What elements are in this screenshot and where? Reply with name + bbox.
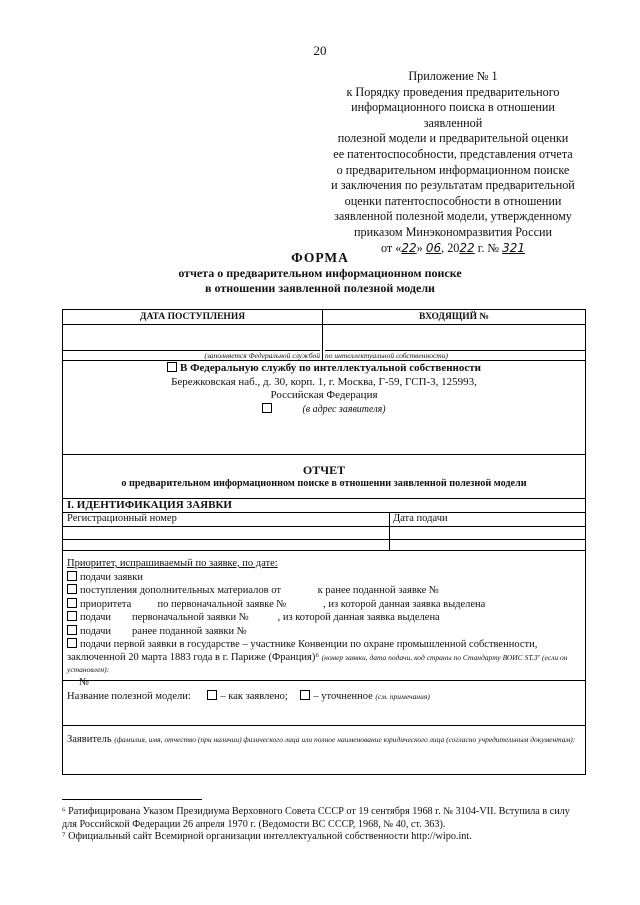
address-street: Бережковская наб., д. 30, корп. 1, г. Москва, Г-59, ГСП-3, 125993, <box>171 375 477 388</box>
applicant-label: Заявитель <box>67 734 112 745</box>
checkbox[interactable] <box>67 625 77 635</box>
appendix-title: Приложение № 1 <box>408 69 498 83</box>
report-form <box>62 309 586 775</box>
appendix-line: оценки патентоспособности в отношении <box>344 193 562 208</box>
date-comma: , <box>441 240 445 255</box>
date-year: 22 <box>459 240 475 255</box>
date-mid: » <box>416 240 423 255</box>
appendix-line: полезной модели и предварительной оценки <box>337 131 569 146</box>
checkbox[interactable] <box>67 571 77 581</box>
filing-date-label: Дата подачи <box>393 513 448 524</box>
appendix-line: о предварительном информационном поиске <box>336 162 570 177</box>
footnotes <box>62 806 584 844</box>
appendix-line: заявленной полезной модели, утвержденному <box>334 209 572 224</box>
applicant-block <box>67 734 581 746</box>
applicant-address-note: (в адрес заявителя) <box>302 403 386 415</box>
applicant-note: (фамилия, имя, отчество (при наличии) физического лица или полное наименование юридического лица (согласно учредительным документам): <box>114 735 576 744</box>
date-prefix: от « <box>380 240 402 255</box>
received-date-header: ДАТА ПОСТУПЛЕНИЯ <box>63 310 322 325</box>
appendix-line: приказом Минэкономразвития России <box>353 224 553 239</box>
priority-convention: подачи первой заявки в государстве – участнике Конвенции по охране промышленной собственности, заключенной 20 марта 1883 года в г. Париже (Франция)⁶ <box>67 639 538 663</box>
fill-note-1: (заполняется Федеральной службой <box>63 350 320 360</box>
model-name-label: Название полезной модели: <box>67 691 191 702</box>
address-to: В Федеральную службу по интеллектуальной собственности <box>179 362 481 374</box>
order-number: 321 <box>502 240 526 255</box>
checkbox[interactable] <box>300 690 310 700</box>
checkbox[interactable] <box>67 584 77 594</box>
form-subtitle-line: в отношении заявленной полезной модели <box>205 281 435 295</box>
date-year-prefix: 20 <box>447 240 460 255</box>
priority-option: приоритета по первоначальной заявке № , из которой данная заявка выделена <box>80 598 486 610</box>
checkbox[interactable] <box>67 638 77 648</box>
form-subtitle-line: отчета о предварительном информационном поиске <box>178 266 462 280</box>
checkbox[interactable] <box>167 362 177 372</box>
priority-title: Приоритет, испрашиваемый по заявке, по дате: <box>67 558 278 569</box>
checkbox[interactable] <box>207 690 217 700</box>
page-number: 20 <box>313 43 327 58</box>
footnote-divider <box>62 799 202 800</box>
incoming-number-header: ВХОДЯЩИЙ № <box>323 310 585 325</box>
date-suffix: г. № <box>477 240 500 255</box>
appendix-block <box>322 69 584 256</box>
address-block <box>63 362 585 416</box>
appendix-line: ее патентоспособности, представления отчета <box>333 146 573 161</box>
incoming-number-field[interactable] <box>323 325 585 347</box>
reg-number-label: Регистрационный номер <box>67 513 177 524</box>
model-name-refined: – уточненное <box>313 691 373 702</box>
report-subtitle: о предварительном информационном поиске в отношении заявленной полезной модели <box>121 478 527 489</box>
received-date-field[interactable] <box>63 325 322 347</box>
date-day: 22 <box>401 240 417 255</box>
priority-block <box>67 558 581 689</box>
fill-note-2: по интеллектуальной собственности) <box>325 350 585 360</box>
appendix-line: к Порядку проведения предварительного <box>346 84 560 99</box>
appendix-line: и заключения по результатам предварительной <box>331 178 575 193</box>
appendix-line: информационного поиска в отношении заявленной <box>351 100 555 130</box>
checkbox[interactable] <box>67 611 77 621</box>
date-month: 06 <box>425 240 442 255</box>
report-title: ОТЧЕТ <box>302 463 346 477</box>
footnote: ⁷ Официальный сайт Всемирной организации интеллектуальной собственности http://wipo.int. <box>62 831 472 842</box>
model-name-as-filed: – как заявлено; <box>220 691 288 702</box>
priority-option: поступления дополнительных материалов от к ранее поданной заявке № <box>80 585 439 596</box>
convention-number: № <box>79 676 90 688</box>
form-subtitle <box>120 266 520 296</box>
model-name-row <box>67 690 430 702</box>
footnote: ⁶ Ратифицирована Указом Президиума Верховного Совета СССР от 19 сентября 1968 г. № 3104-VII. Вступила в силу для Российской Федерации 26 апреля 1970 г. (Ведомости ВС СССР, 1968, № 40, ст. 363). <box>62 806 570 830</box>
reg-number-field[interactable] <box>63 539 585 540</box>
priority-option: подачи первоначальной заявки № , из которой данная заявка выделена <box>80 612 440 623</box>
priority-convention-note: (номер заявки, дата подачи, код страны по Стандарту ВОИС ST.3⁷ (если он установлен): <box>67 652 568 674</box>
checkbox[interactable] <box>262 403 272 413</box>
header-row <box>63 310 585 361</box>
address-country: Российская Федерация <box>270 389 378 401</box>
priority-option: подачи ранее поданной заявки № <box>80 625 247 637</box>
section-identification-title: I. ИДЕНТИФИКАЦИЯ ЗАЯВКИ <box>67 499 232 511</box>
model-name-refined-note: (см. примечания) <box>375 692 430 701</box>
priority-option: подачи заявки <box>80 571 143 583</box>
form-title: ФОРМА <box>291 250 349 265</box>
checkbox[interactable] <box>67 598 77 608</box>
